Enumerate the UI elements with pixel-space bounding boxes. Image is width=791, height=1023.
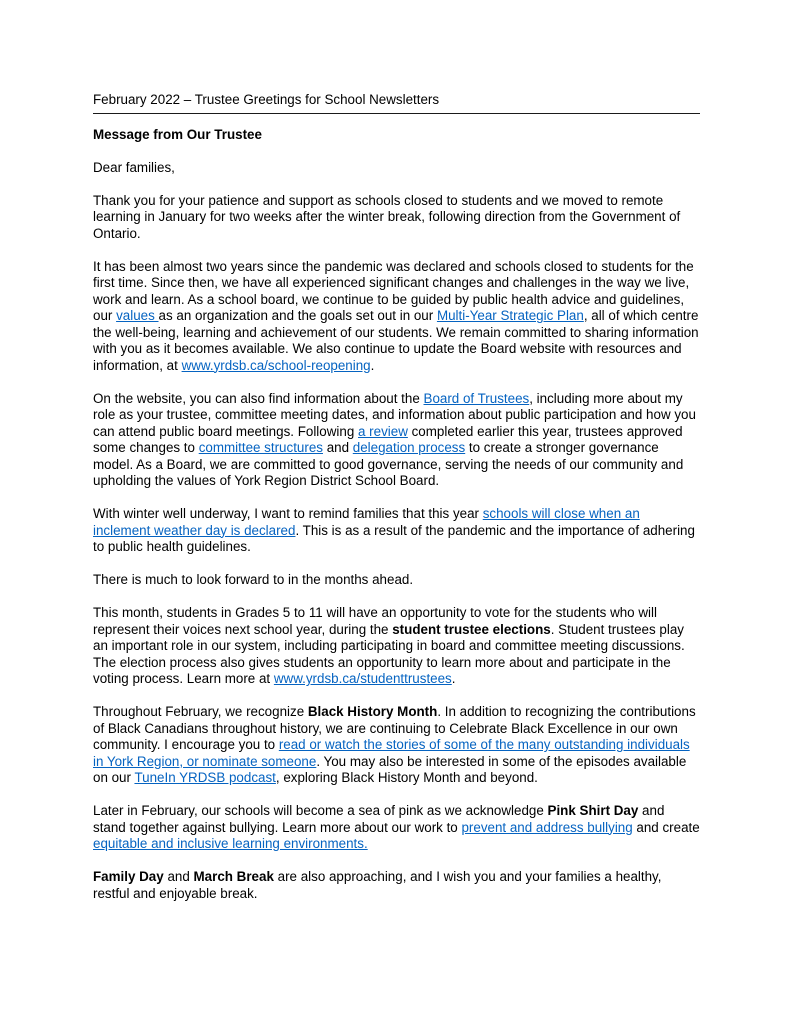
paragraph-pink-shirt-day xyxy=(93,803,700,853)
prevent-bullying-link[interactable]: prevent and address bullying xyxy=(461,819,633,835)
paragraph-student-trustee-elections xyxy=(93,605,700,688)
text-run: as an organization and the goals set out in our xyxy=(158,308,437,323)
black-history-month-bold: Black History Month xyxy=(307,704,438,719)
text-run: , all of which centre the well-being, learning and achievement of our students. We remain committed to sharing information with you as it becomes available. We also continue to update the Board website with resources and information, at xyxy=(93,308,699,373)
black-excellence-stories-link[interactable]: read or watch the stories of some of the many outstanding individuals in York Region, or nominate someone xyxy=(93,737,690,769)
text-run: . Student trustees play an important role in our system, including participating in board and committee meeting discussions. The election process also gives students an opportunity to learn more about and participate in the voting process. Learn more at xyxy=(93,621,685,686)
text-run: . This is as a result of the pandemic and the importance of adhering to public health guidelines. xyxy=(93,522,695,554)
text-run: . You may also be interested in some of the episodes available on our xyxy=(93,753,687,785)
text-run: Later in February, our schools will become a sea of pink as we acknowledge xyxy=(93,803,548,818)
paragraph-black-history-month xyxy=(93,704,700,787)
text-run: On the website, you can also find information about the xyxy=(93,390,424,406)
text-run: There is much to look forward to in the months ahead. xyxy=(93,572,414,587)
delegation-process-link[interactable]: delegation process xyxy=(352,440,466,455)
paragraph-board-of-trustees xyxy=(93,391,700,490)
text-run: , including more about my role as your trustee, committee meeting dates, and information about public participation and how you can attend public board meetings. Following xyxy=(93,390,696,439)
text-run: With winter well underway, I want to remind families that this year xyxy=(93,506,483,521)
inclusive-environments-link[interactable]: equitable and inclusive learning environments. xyxy=(93,836,368,851)
paragraph-family-day-march-break xyxy=(93,869,700,902)
tunein-podcast-link[interactable]: TuneIn YRDSB podcast xyxy=(134,770,276,785)
inclement-weather-link[interactable]: schools will close when an inclement weather day is declared xyxy=(93,506,640,538)
doc-header xyxy=(93,92,700,114)
paragraph-inclement-weather xyxy=(93,506,700,556)
school-reopening-link[interactable]: www.yrdsb.ca/school-reopening xyxy=(181,357,371,373)
text-run: Dear families, xyxy=(93,159,175,175)
paragraph-look-forward xyxy=(93,572,700,589)
text-run: . In addition to recognizing the contributions of Black Canadians throughout history, we are continuing to Celebrate Black Excellence in our own community. I encourage you to xyxy=(93,704,696,752)
student-trustee-elections-bold: student trustee elections xyxy=(392,621,551,637)
committee-structures-link[interactable]: committee structures xyxy=(198,440,323,455)
student-trustees-link[interactable]: www.yrdsb.ca/studenttrustees xyxy=(273,671,452,686)
pink-shirt-day-bold: Pink Shirt Day xyxy=(547,803,639,818)
a-review-link[interactable]: a review xyxy=(358,423,408,439)
message-heading-text: Message from Our Trustee xyxy=(93,126,262,142)
text-run: . xyxy=(370,357,375,373)
text-run: This month, students in Grades 5 to 11 will have an opportunity to vote for the students who will represent their voices next school year, during the xyxy=(93,605,657,637)
text-run: Thank you for your patience and support as schools closed to students and we moved to remote learning in January for two weeks after the winter break, following direction from the Government of Ontario. xyxy=(93,192,681,241)
board-of-trustees-link[interactable]: Board of Trustees xyxy=(423,390,530,406)
doc-body xyxy=(93,127,700,903)
text-run: It has been almost two years since the pandemic was declared and schools closed to students for the first time. Since then, we have all experienced significant changes and challenges in the way we live, work and learn. As a school board, we continue to be guided by public health advice and guidelines, our xyxy=(93,258,694,323)
message-heading xyxy=(93,127,700,144)
march-break-bold: March Break xyxy=(193,869,274,884)
text-run: Throughout February, we recognize xyxy=(93,704,308,719)
paragraph-remote-learning xyxy=(93,193,700,243)
salutation xyxy=(93,160,700,177)
text-run: and stand together against bullying. Learn more about our work to xyxy=(93,803,665,835)
text-run: . xyxy=(451,671,456,686)
multi-year-strategic-plan-link[interactable]: Multi-Year Strategic Plan xyxy=(436,308,584,323)
text-run: to create a stronger governance model. As a Board, we are committed to good governance, serving the needs of our community and upholding the values of York Region District School Board. xyxy=(93,440,684,488)
doc-header-text: February 2022 – Trustee Greetings for School Newsletters xyxy=(93,92,440,107)
text-run: and xyxy=(163,869,194,884)
text-run: and xyxy=(322,440,353,455)
text-run: and create xyxy=(632,819,700,835)
text-run: completed earlier this year, trustees approved some changes to xyxy=(93,423,683,455)
paragraph-pandemic-two-years xyxy=(93,259,700,375)
text-run: are also approaching, and I wish you and your families a healthy, restful and enjoyable break. xyxy=(93,869,662,901)
text-run: , exploring Black History Month and beyond. xyxy=(275,770,538,785)
values-link[interactable]: values xyxy=(116,308,159,323)
family-day-bold: Family Day xyxy=(93,869,164,884)
